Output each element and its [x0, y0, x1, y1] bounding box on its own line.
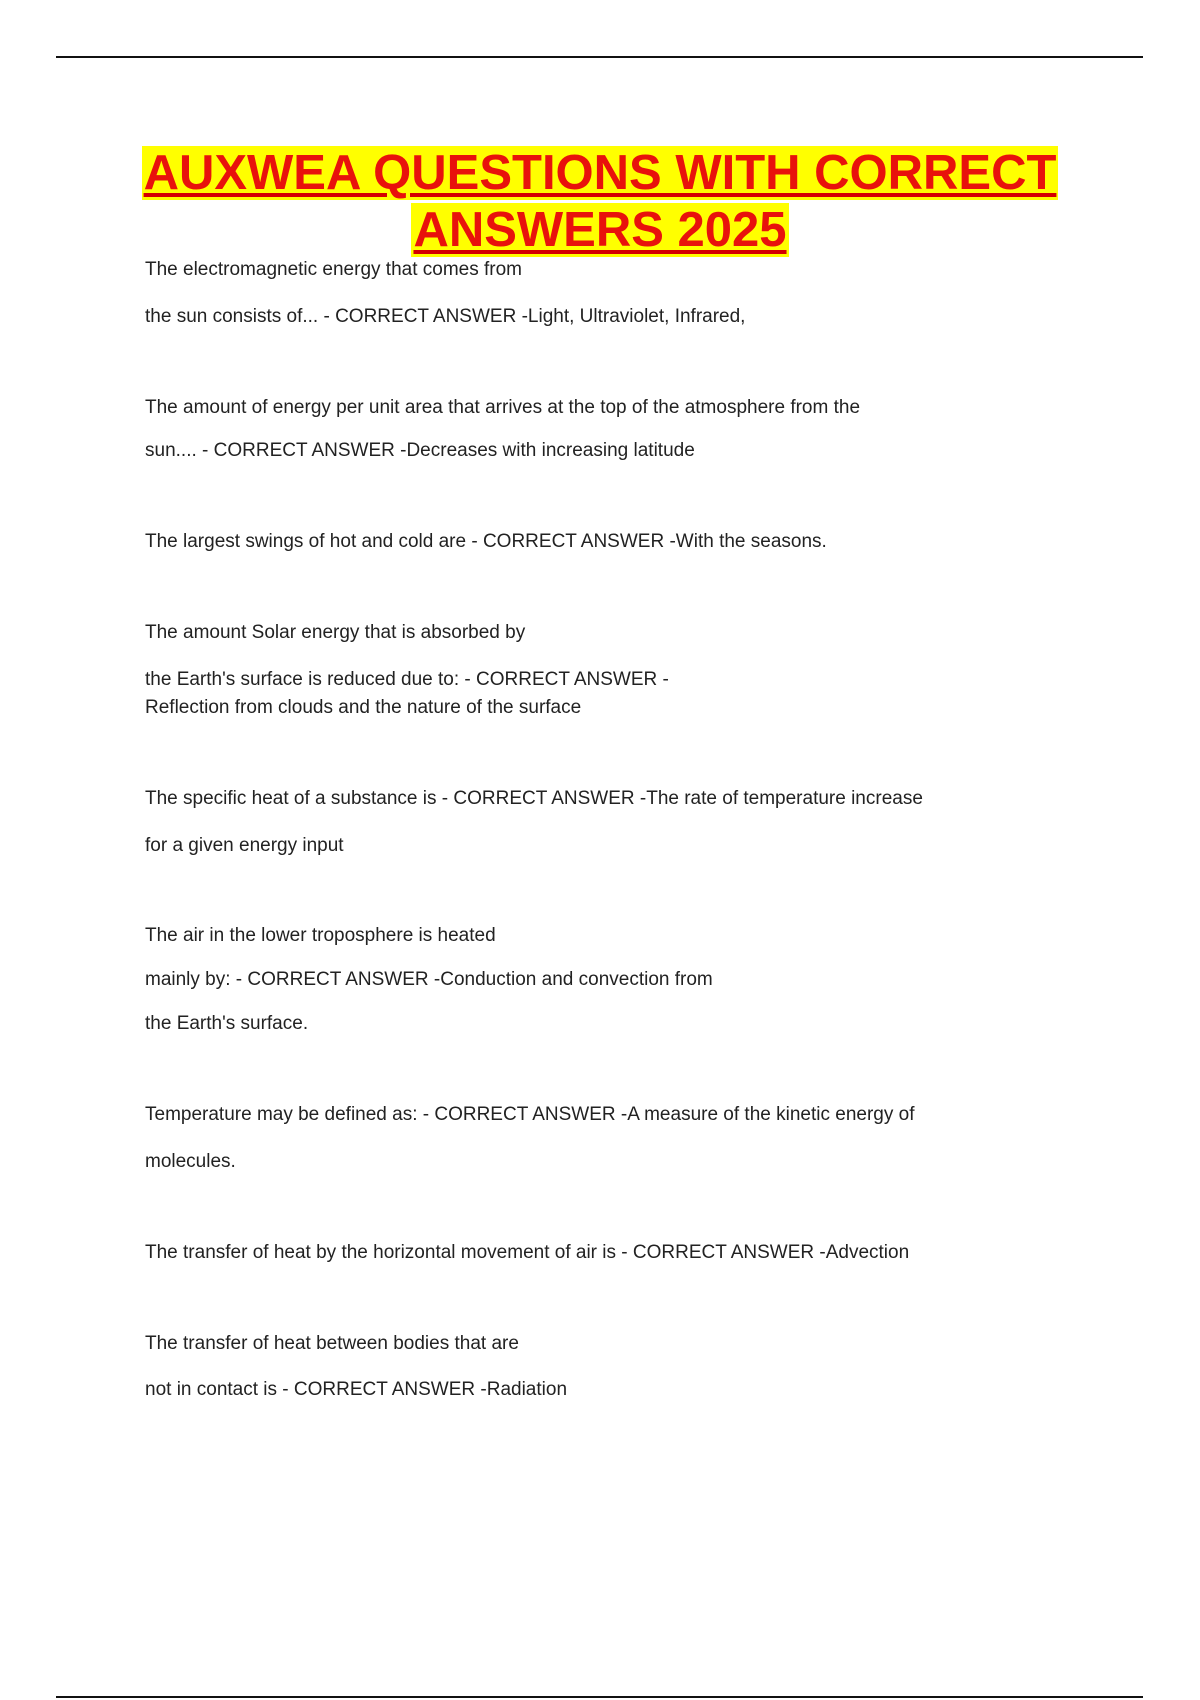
text-line: for a given energy input [145, 835, 344, 856]
text-line: mainly by: - CORRECT ANSWER -Conduction and convection from [145, 969, 713, 990]
text-line: The amount Solar energy that is absorbed by [145, 622, 526, 643]
text-line: The electromagnetic energy that comes from [145, 259, 523, 280]
text-line: the sun consists of... - CORRECT ANSWER -Light, Ultraviolet, Infrared, [145, 306, 746, 327]
title-text-2: ANSWERS 2025 [413, 203, 787, 257]
header-rule [56, 56, 1143, 58]
document-title-line-2 [0, 202, 1200, 258]
text-line: The transfer of heat by the horizontal movement of air is - CORRECT ANSWER -Advection [145, 1242, 910, 1263]
text-line: sun.... - CORRECT ANSWER -Decreases with increasing latitude [145, 440, 695, 461]
text-line: The transfer of heat between bodies that are [145, 1333, 519, 1354]
text-line: The amount of energy per unit area that arrives at the top of the atmosphere from the [145, 397, 861, 418]
text-line: Reflection from clouds and the nature of the surface [145, 697, 582, 718]
text-line: the Earth's surface is reduced due to: - CORRECT ANSWER - [145, 669, 669, 690]
text-line: molecules. [145, 1151, 236, 1172]
text-line: the Earth's surface. [145, 1013, 309, 1034]
title-text-1: AUXWEA QUESTIONS WITH CORRECT [143, 146, 1057, 200]
text-line: The specific heat of a substance is - CORRECT ANSWER -The rate of temperature increase [145, 788, 923, 809]
document-title-line-1 [0, 145, 1200, 201]
text-line: The air in the lower troposphere is heated [145, 925, 496, 946]
text-line: Temperature may be defined as: - CORRECT ANSWER -A measure of the kinetic energy of [145, 1104, 915, 1125]
text-line: not in contact is - CORRECT ANSWER -Radiation [145, 1379, 568, 1400]
text-line: The largest swings of hot and cold are - CORRECT ANSWER -With the seasons. [145, 531, 827, 552]
footer-rule [56, 1696, 1143, 1698]
